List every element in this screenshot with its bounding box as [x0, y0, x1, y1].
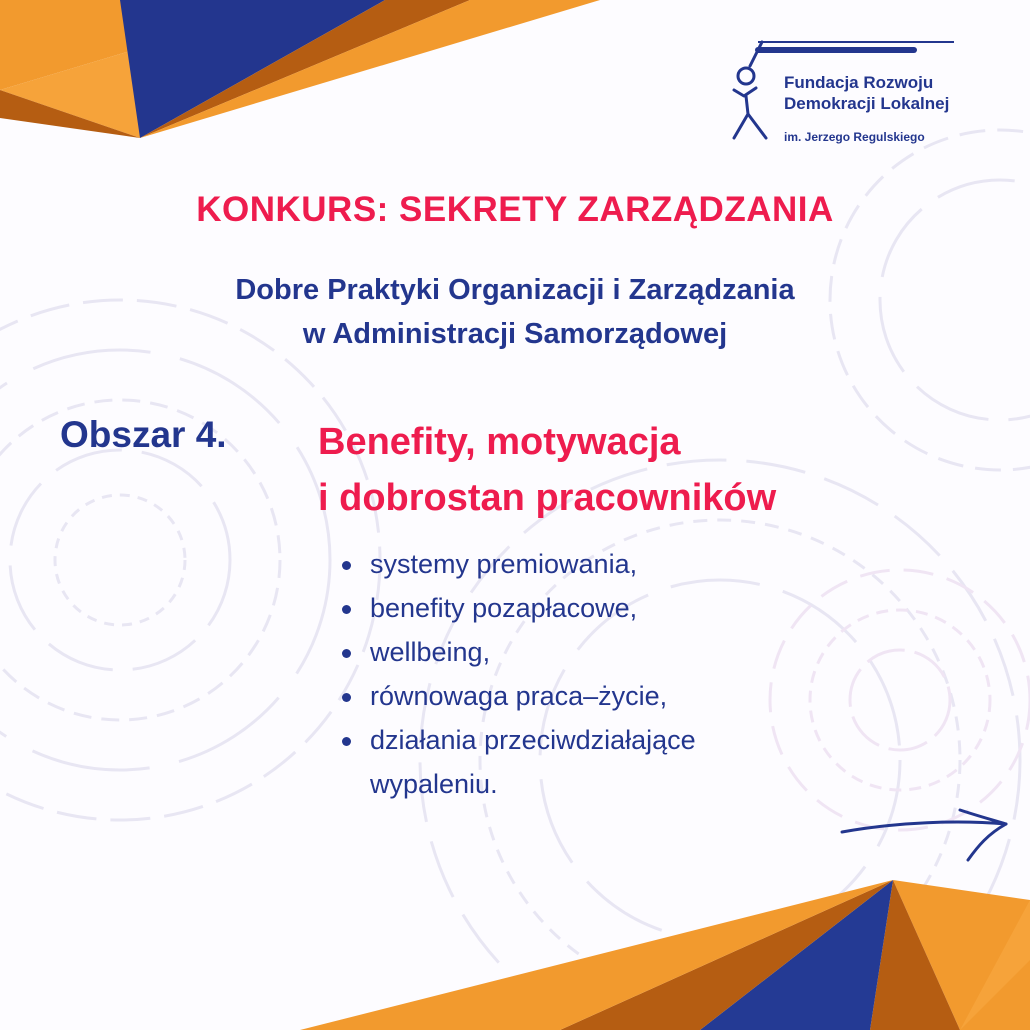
- area-label: Obszar 4.: [60, 414, 227, 455]
- area-title-line2: i dobrostan pracowników: [318, 477, 777, 519]
- bullet-list: [340, 542, 696, 806]
- list-item-text: wellbeing,: [370, 637, 491, 667]
- bullet-icon: [342, 693, 351, 702]
- list-item: [340, 542, 696, 586]
- logo-name-line1: Fundacja Rozwoju: [784, 73, 934, 92]
- bullet-icon: [342, 649, 351, 658]
- area-title-line1: Benefity, motywacja: [318, 421, 681, 463]
- area-title: [318, 414, 776, 526]
- list-item-text: benefity pozapłacowe,: [370, 593, 638, 623]
- list-item-continuation: [340, 762, 696, 806]
- bullet-icon: [342, 561, 351, 570]
- list-item: [340, 586, 696, 630]
- list-item: [340, 630, 696, 674]
- foundation-logo: [728, 36, 988, 156]
- top-left-corner-shapes: [0, 0, 600, 138]
- logo-name: [784, 72, 949, 114]
- bottom-right-corner-shapes: [300, 880, 1030, 1030]
- logo-name-line2: Demokracji Lokalnej: [784, 94, 950, 113]
- logo-subtitle: im. Jerzego Regulskiego: [784, 130, 925, 144]
- bullet-icon: [342, 605, 351, 614]
- list-item: [340, 718, 696, 762]
- subtitle-line2: w Administracji Samorządowej: [302, 318, 728, 350]
- list-item-text: równowaga praca–życie,: [370, 681, 668, 711]
- page-title: KONKURS: SEKRETY ZARZĄDZANIA: [196, 190, 834, 229]
- list-item-text: wypaleniu.: [370, 769, 498, 799]
- page-subtitle: [0, 268, 1030, 356]
- arrow-right-icon[interactable]: [838, 806, 1014, 866]
- subtitle-line1: Dobre Praktyki Organizacji i Zarządzania: [235, 274, 795, 306]
- list-item: [340, 674, 696, 718]
- bullet-icon: [342, 737, 351, 746]
- list-item-text: systemy premiowania,: [370, 549, 638, 579]
- list-item-text: działania przeciwdziałające: [370, 725, 696, 755]
